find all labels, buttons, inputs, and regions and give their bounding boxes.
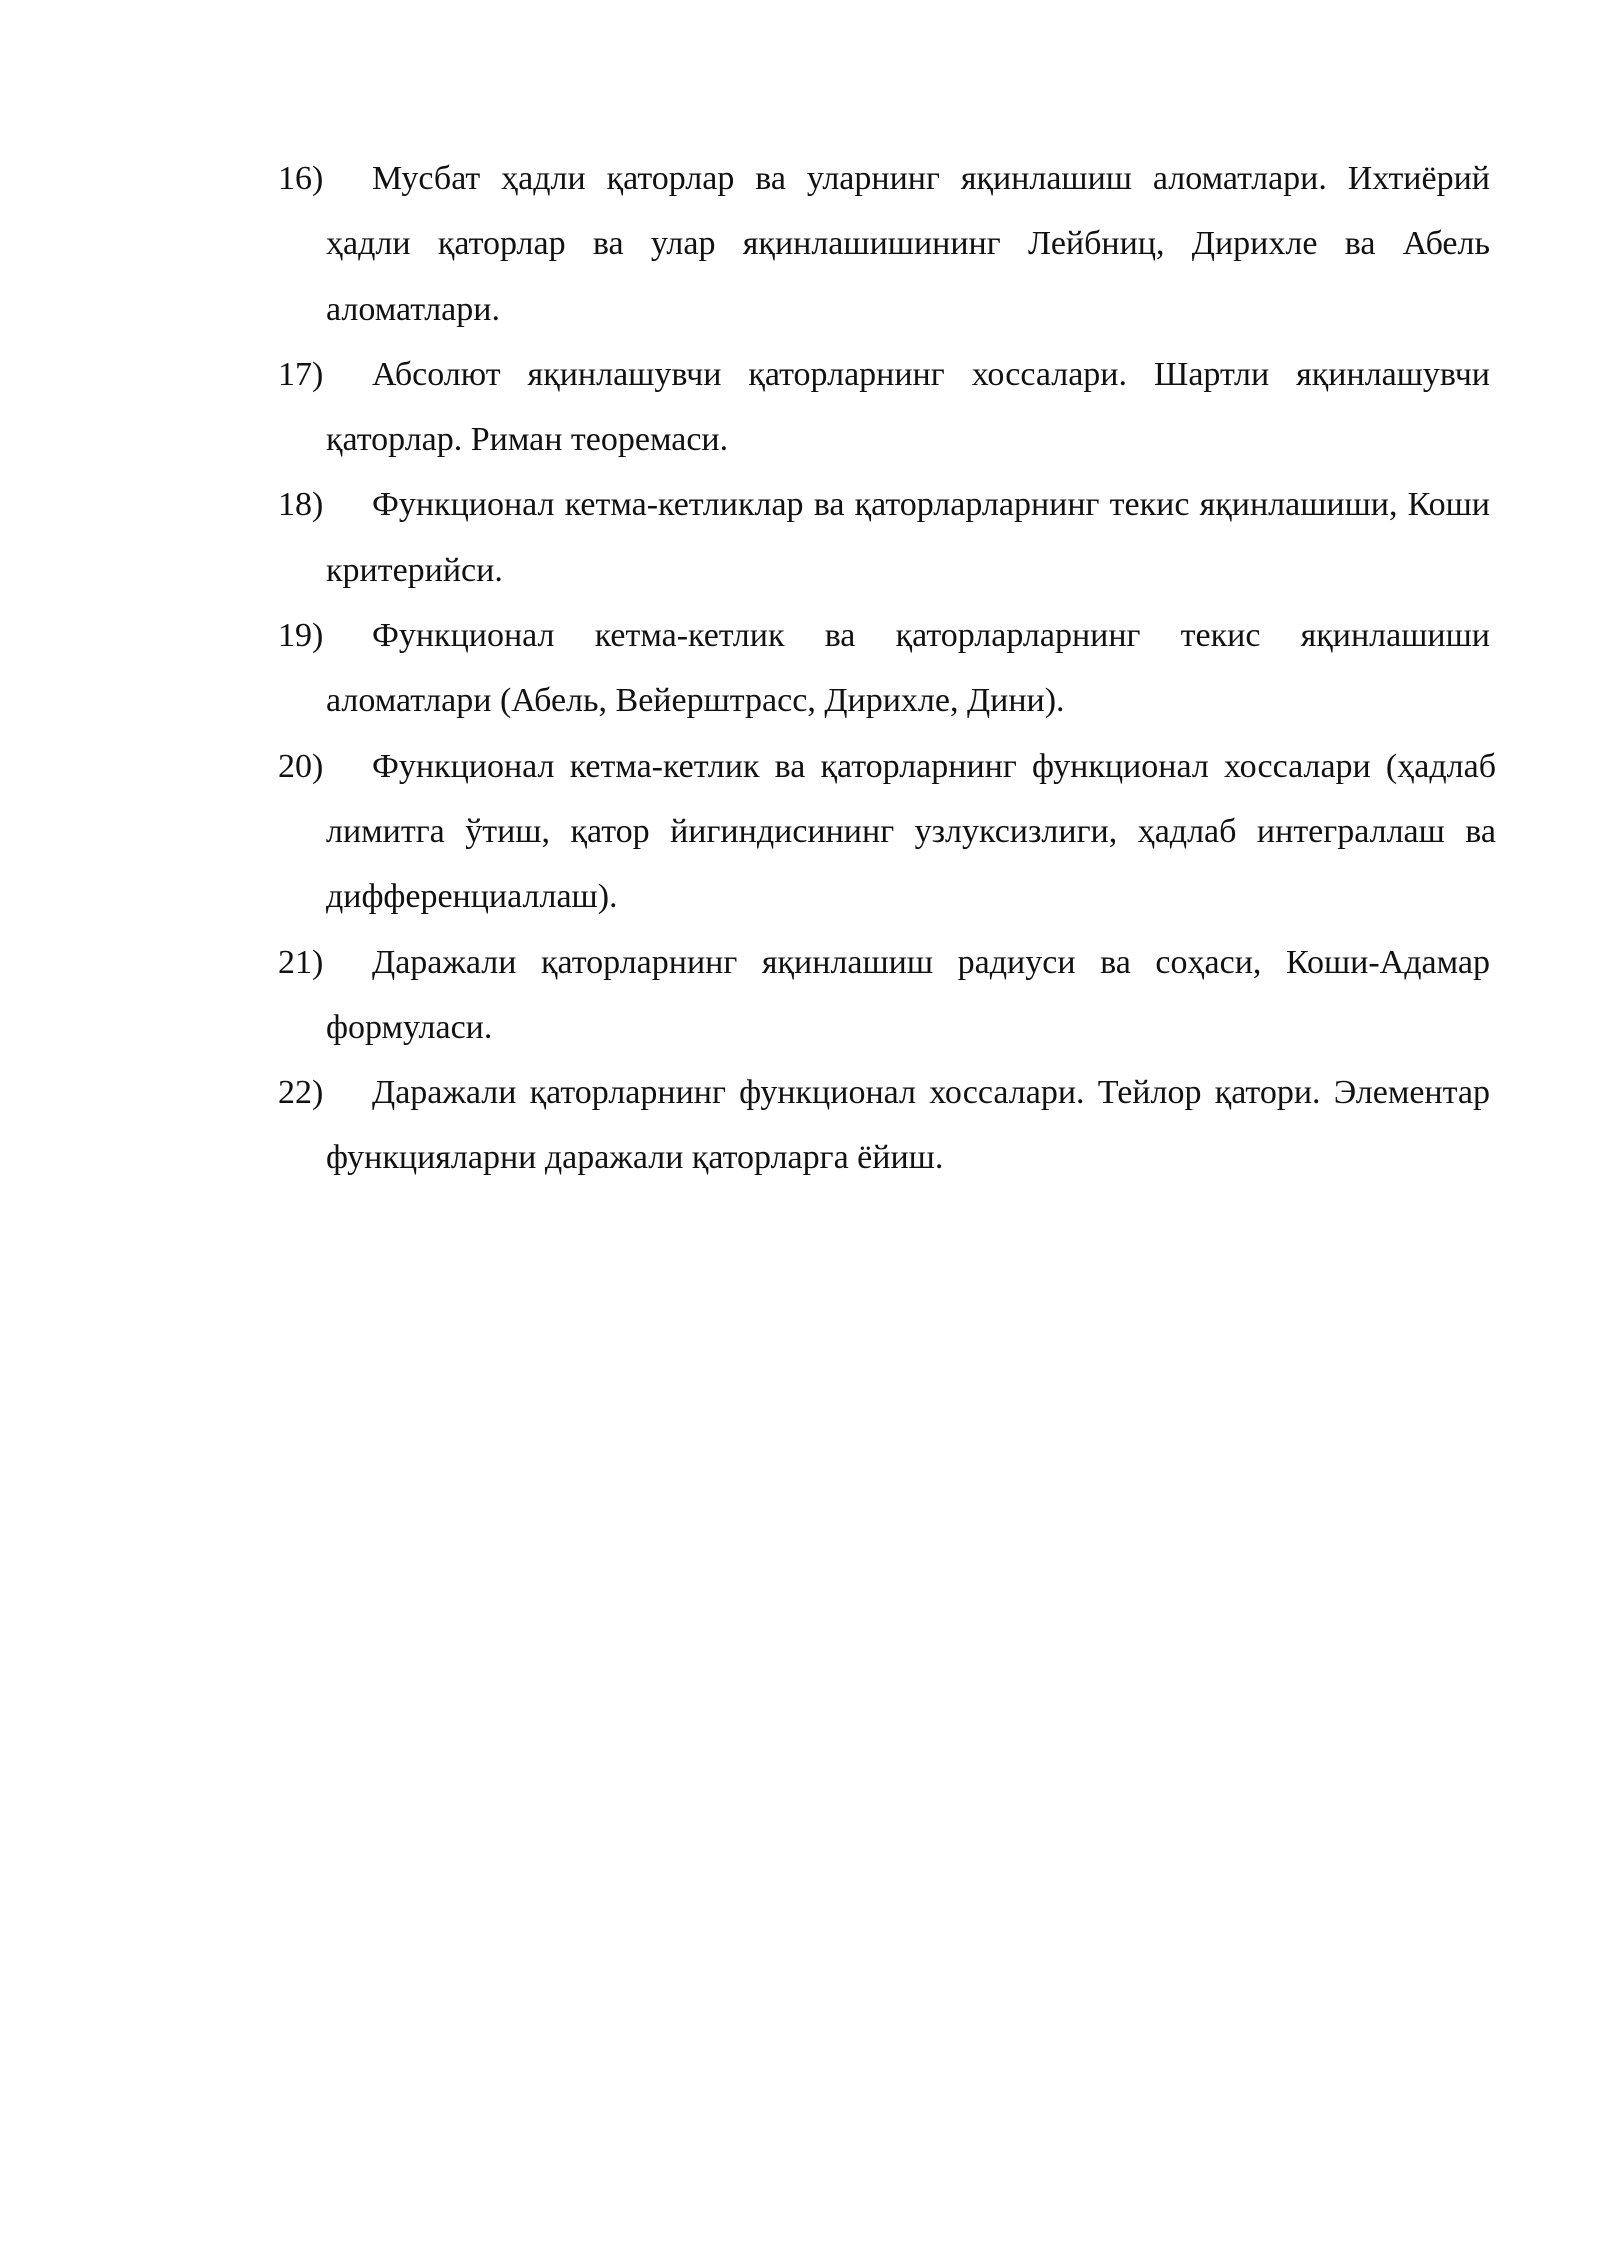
item-text: Функционал кетма-кетликлар ва қаторларларнинг текис яқинлашиши, Коши критерийси. [326, 486, 1490, 589]
topic-list [278, 146, 1496, 1191]
item-text: Функционал кетма-кетлик ва қаторларнинг функционал хоссалари (ҳадлаб лимитга ўтиш, қатор йигиндисининг узлуксизлиги, ҳадлаб интеграллаш ва дифференциаллаш). [326, 747, 1496, 916]
item-number: 18) [278, 486, 324, 524]
item-text: Мусбат ҳадли қаторлар ва уларнинг яқинлашиш аломатлари. Ихтиёрий ҳадли қаторлар ва улар яқинлашишининг Лейбниц, Дирихле ва Абель аломатлари. [326, 160, 1490, 328]
item-number: 22) [278, 1074, 324, 1112]
list-item [278, 472, 1490, 603]
item-text: Даражали қаторларнинг яқинлашиш радиуси ва соҳаси, Коши-Адамар формуласи. [326, 943, 1490, 1046]
list-item [278, 930, 1490, 1061]
list-item [278, 342, 1490, 473]
list-item [278, 734, 1496, 930]
item-number: 16) [278, 160, 324, 197]
list-item [278, 1060, 1490, 1191]
item-text: Функционал кетма-кетлик ва қаторларларнинг текис яқинлашиши аломатлари (Абель, Вейерштрасс, Дирихле, Дини). [326, 617, 1490, 720]
item-text: Даражали қаторларнинг функционал хоссалари. Тейлор қатори. Элементар функцияларни даражали қаторларга ёйиш. [326, 1074, 1490, 1177]
item-number: 17) [278, 355, 324, 393]
item-number: 19) [278, 617, 324, 655]
item-text: Абсолют яқинлашувчи қаторларнинг хоссалари. Шартли яқинлашувчи қаторлар. Риман теоремаси. [326, 355, 1490, 459]
item-number: 21) [278, 943, 324, 981]
item-number: 20) [278, 747, 324, 785]
list-item [278, 603, 1490, 734]
list-item [278, 146, 1490, 342]
